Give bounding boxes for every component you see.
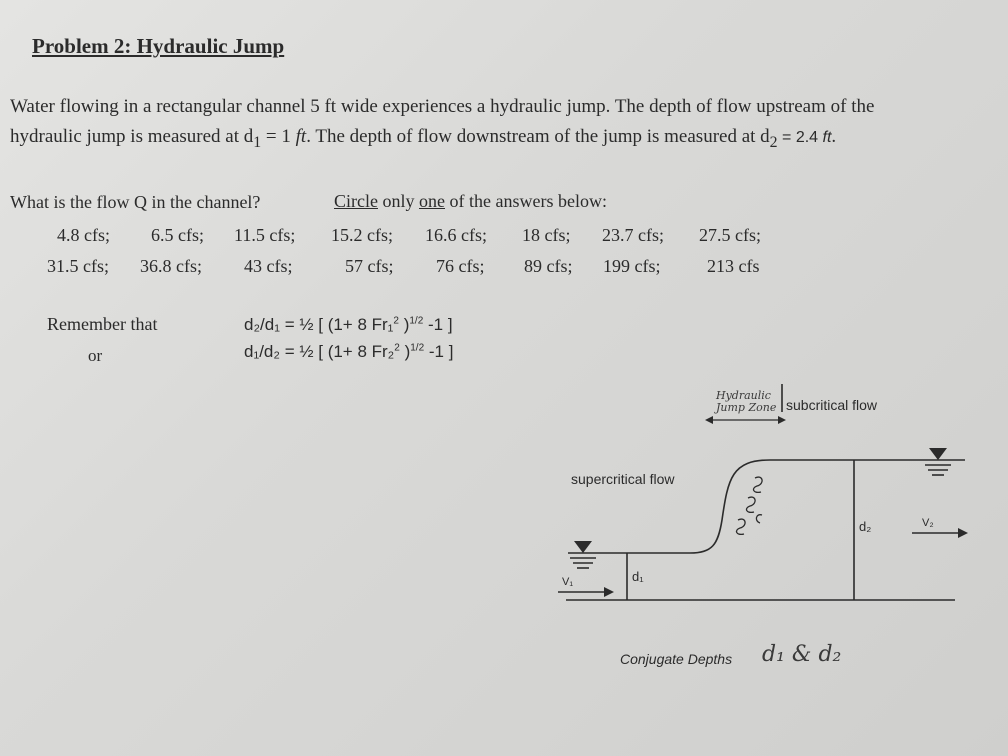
d2-label: d₂ xyxy=(859,519,872,534)
text-fragment: = 2.4 xyxy=(777,129,823,146)
v2-label: V₂ xyxy=(922,517,934,529)
answer-choice[interactable]: 43 cfs; xyxy=(244,256,293,276)
answer-choice[interactable]: 23.7 cfs; xyxy=(602,225,664,245)
swirl-icon xyxy=(747,497,756,512)
subcritical-flow-label: subcritical flow xyxy=(786,397,878,413)
arrowhead xyxy=(604,587,614,597)
answer-choice[interactable]: 16.6 cfs; xyxy=(425,225,487,245)
unit: ft xyxy=(295,126,307,147)
formula-part: d₂/d₁ = ½ [ (1+ 8 Fr₁ xyxy=(244,315,394,334)
arrowhead xyxy=(705,416,713,424)
answer-choice[interactable]: 27.5 cfs; xyxy=(699,225,761,245)
answer-choice[interactable]: 15.2 cfs; xyxy=(331,225,393,245)
answer-choice[interactable]: 36.8 cfs; xyxy=(140,256,202,276)
answer-choice[interactable]: 11.5 cfs; xyxy=(234,225,296,245)
formula-part: d₁/d₂ = ½ [ (1+ 8 Fr₂ xyxy=(244,342,395,361)
arrowhead xyxy=(778,416,786,424)
unit: ft xyxy=(822,129,832,146)
text-fragment: . xyxy=(831,126,837,147)
text-fragment: of the answers below: xyxy=(445,191,607,211)
or-label: or xyxy=(88,346,103,365)
text-fragment: . The depth of flow downstream of the jump is measured at d xyxy=(306,126,770,147)
formula-part: -1 ] xyxy=(423,315,453,334)
water-level-icon xyxy=(929,448,947,460)
water-level-icon xyxy=(574,541,592,553)
question-text: What is the flow Q in the channel? xyxy=(10,192,261,212)
arrowhead xyxy=(958,528,968,538)
subscript: 2 xyxy=(769,133,778,151)
swirl-icon xyxy=(754,477,763,492)
answer-choice[interactable]: 213 cfs xyxy=(707,256,760,276)
problem-title: Problem 2: Hydraulic Jump xyxy=(32,34,285,58)
answer-choice[interactable]: 76 cfs; xyxy=(436,256,485,276)
text-fragment: only xyxy=(377,191,419,211)
answer-choice[interactable]: 89 cfs; xyxy=(524,256,573,276)
formula-part: ) xyxy=(398,315,410,334)
v1-label: V₁ xyxy=(562,576,574,588)
superscript: 1/2 xyxy=(410,342,425,354)
remember-label: Remember that xyxy=(47,314,158,334)
answer-choice[interactable]: 4.8 cfs; xyxy=(57,225,110,245)
answer-choice[interactable]: 31.5 cfs; xyxy=(47,256,109,276)
emphasis-word: one xyxy=(419,191,445,211)
answer-choice[interactable]: 18 cfs; xyxy=(522,225,571,245)
d1-label: d₁ xyxy=(632,569,644,584)
answer-choice[interactable]: 6.5 cfs; xyxy=(151,225,204,245)
answer-choice[interactable]: 199 cfs; xyxy=(603,256,661,276)
superscript: 2 xyxy=(394,342,400,354)
handwritten-depths-note: d₁ & d₂ xyxy=(762,642,842,667)
answer-choice[interactable]: 57 cfs; xyxy=(345,256,394,276)
swirl-icon xyxy=(737,519,746,534)
formula-part: ) xyxy=(399,342,411,361)
supercritical-flow-label: supercritical flow xyxy=(571,471,675,487)
formula-part: -1 ] xyxy=(424,342,454,361)
swirl-icon xyxy=(756,515,762,523)
superscript: 1/2 xyxy=(409,315,424,327)
emphasis-word: Circle xyxy=(334,191,378,211)
conjugate-depths-caption: Conjugate Depths xyxy=(620,651,733,667)
superscript: 2 xyxy=(393,315,399,327)
handwritten-jump-zone-note: Hydraulic Jump Zone xyxy=(716,389,777,414)
text-fragment: hydraulic jump is measured at d xyxy=(10,126,254,147)
text-fragment: = 1 xyxy=(261,126,296,147)
problem-text-line1: Water flowing in a rectangular channel 5 ft wide experiences a hydraulic jump. The depth of flow upstream of the xyxy=(10,96,875,117)
subscript: 1 xyxy=(253,133,262,151)
